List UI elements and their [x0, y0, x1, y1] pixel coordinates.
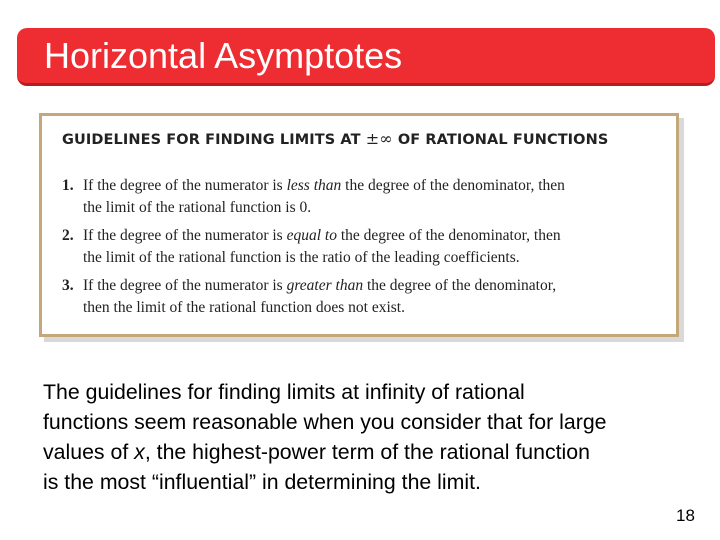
guidelines-box — [39, 113, 679, 337]
heading-text-end: OF RATIONAL FUNCTIONS — [392, 132, 609, 148]
explanation-paragraph — [43, 377, 703, 497]
rule-text — [83, 225, 679, 269]
rule-text — [83, 275, 679, 319]
rule-text-start: If the degree of the numerator is — [83, 277, 287, 294]
rule-text-end: the degree of the denominator, then — [341, 177, 565, 194]
rule-text-line2: then the limit of the rational function does not exist. — [83, 299, 405, 316]
rule-text-end: the degree of the denominator, then — [336, 227, 561, 244]
rule-text-line2: the limit of the rational function is the ratio of the leading coefficients. — [83, 249, 520, 266]
plus-minus-infinity-symbol: ±∞ — [365, 129, 393, 148]
rule-text-start: If the degree of the numerator is — [83, 177, 287, 194]
title-bar — [17, 28, 715, 86]
rule-number: 2. — [62, 227, 74, 244]
explanation-line-3-start: values of — [43, 440, 135, 464]
rule-emphasis: less than — [286, 177, 342, 194]
heading-text-start: GUIDELINES FOR FINDING LIMITS AT — [62, 132, 366, 148]
explanation-line-4: is the most “influential” in determining the limit. — [43, 470, 481, 494]
rule-emphasis: greater than — [286, 277, 364, 294]
explanation-line-1: The guidelines for finding limits at infinity of rational — [43, 380, 525, 404]
explanation-line-2: functions seem reasonable when you consider that for large — [43, 410, 607, 434]
rule-emphasis: equal to — [286, 227, 337, 244]
rule-number: 1. — [62, 177, 74, 194]
rule-text-end: the degree of the denominator, — [363, 277, 557, 294]
explanation-line-3-end: , the highest-power term of the rational function — [144, 440, 590, 464]
variable-x: x — [134, 440, 145, 464]
slide-title: Horizontal Asymptotes — [44, 35, 403, 76]
rule-text-line2: the limit of the rational function is 0. — [83, 199, 312, 216]
rule-text — [83, 175, 679, 219]
guidelines-heading — [62, 129, 662, 150]
rule-number: 3. — [62, 277, 74, 294]
page-number: 18 — [676, 506, 695, 525]
rule-text-start: If the degree of the numerator is — [83, 227, 287, 244]
